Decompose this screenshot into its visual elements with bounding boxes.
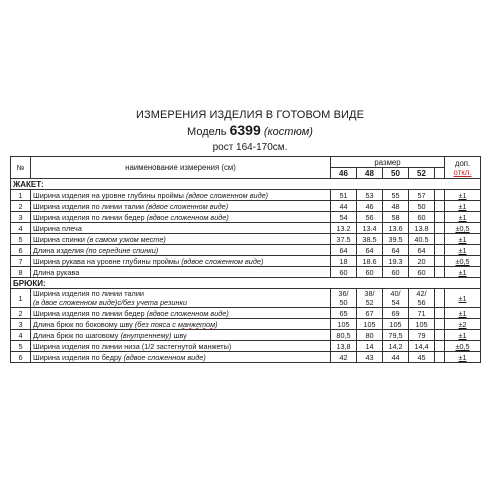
tolerance-cell (445, 212, 481, 223)
value-size-48: 60 (365, 267, 374, 277)
value-size-50-2: 54 (391, 298, 400, 307)
value-size-48: 53 (365, 190, 374, 200)
value-size-50: 64 (391, 245, 400, 255)
tolerance-value: ±1 (458, 212, 467, 222)
value-cell (409, 245, 435, 256)
row-name (31, 308, 331, 319)
tolerance-cell (445, 352, 481, 363)
value-size-52: 64 (417, 245, 426, 255)
value-size-52: 20 (417, 256, 426, 266)
value-size-50: 69 (391, 308, 400, 318)
tolerance-value: ±0,5 (455, 256, 470, 266)
value-size-48: 64 (365, 245, 374, 255)
value-size-48: 80 (365, 330, 374, 340)
value-cell (409, 256, 435, 267)
row-number: 5 (11, 341, 31, 352)
table-row (11, 212, 481, 223)
value-cell (409, 352, 435, 363)
row-name-note: (вдвое сложенном виде) (123, 352, 206, 362)
tolerance-cell (445, 319, 481, 330)
row-number: 4 (11, 330, 31, 341)
value-size-50: 40/ (390, 289, 401, 298)
height-range: рост 164-170см. (212, 142, 288, 153)
row-name (31, 201, 331, 212)
table-row (11, 267, 481, 278)
row-name-note-2: с/без учета резинки (117, 298, 188, 307)
value-cell (357, 267, 383, 278)
row-number: 2 (11, 201, 31, 212)
tolerance-value: ±1 (458, 234, 467, 244)
row-name-text: Ширина изделия по линии низа (1/2 застегнутой манжеты) (33, 341, 232, 351)
value-cell (383, 223, 409, 234)
size-48: 48 (357, 168, 383, 179)
model-label: Модель (187, 126, 227, 138)
row-name (31, 267, 331, 278)
value-cell (331, 245, 357, 256)
model-line (0, 123, 500, 140)
row-name (31, 245, 331, 256)
row-name-note-end: ) (215, 319, 218, 329)
tolerance-value: ±1 (458, 190, 467, 200)
row-name-line (33, 268, 328, 277)
row-number: 6 (11, 352, 31, 363)
model-note: (костюм) (263, 126, 313, 138)
row-name-text: Длина рукава (33, 267, 80, 277)
size-46: 46 (331, 168, 357, 179)
table-header-row (11, 157, 481, 168)
table-row (11, 256, 481, 267)
table-row (11, 319, 481, 330)
spacer-cell (435, 190, 445, 201)
table-row (11, 201, 481, 212)
tolerance-cell (445, 330, 481, 341)
spacer-cell (435, 256, 445, 267)
value-size-50: 55 (391, 190, 400, 200)
value-size-48: 56 (365, 212, 374, 222)
value-size-52: 50 (417, 201, 426, 211)
value-size-50: 48 (391, 201, 400, 211)
tolerance-cell (445, 190, 481, 201)
value-size-52: 105 (415, 319, 428, 329)
value-size-48: 38/ (364, 289, 375, 298)
value-size-50: 79,5 (388, 330, 403, 340)
tolerance-cell (445, 341, 481, 352)
tolerance-cell (445, 201, 481, 212)
tolerance-value: ±1 (458, 330, 467, 340)
row-name-line (33, 224, 328, 233)
row-number: 2 (11, 308, 31, 319)
row-name-line (33, 246, 328, 255)
tolerance-cell (445, 245, 481, 256)
value-size-52: 60 (417, 267, 426, 277)
value-size-48: 38.5 (362, 234, 377, 244)
spacer-cell (435, 223, 445, 234)
tolerance-cell (445, 308, 481, 319)
value-cell (357, 245, 383, 256)
value-size-52: 13.8 (414, 223, 429, 233)
value-size-46: 13.2 (336, 223, 351, 233)
row-name-note: (без пояса с (134, 319, 178, 329)
value-size-52: 14,4 (414, 341, 429, 351)
spacer-cell (435, 201, 445, 212)
value-cell (357, 330, 383, 341)
tolerance-value: ±1 (458, 245, 467, 255)
value-size-46: 36/ (338, 289, 349, 298)
table-row (11, 308, 481, 319)
row-name (31, 256, 331, 267)
tolerance-cell (445, 256, 481, 267)
row-name (31, 289, 331, 308)
spacer-cell (435, 341, 445, 352)
value-cell (357, 341, 383, 352)
value-cell (357, 319, 383, 330)
row-name (31, 223, 331, 234)
row-number: 6 (11, 245, 31, 256)
row-number: 1 (11, 289, 31, 308)
value-cell (331, 190, 357, 201)
row-name (31, 190, 331, 201)
value-cell (357, 352, 383, 363)
section-row (11, 278, 481, 289)
table-row (11, 223, 481, 234)
tolerance-cell (445, 234, 481, 245)
value-size-48-2: 52 (365, 298, 374, 307)
col-tolerance-header (445, 157, 481, 179)
value-cell (331, 223, 357, 234)
value-size-48: 67 (365, 308, 374, 318)
value-size-52: 42/ (416, 289, 427, 298)
value-size-52: 71 (417, 308, 426, 318)
value-size-46: 65 (339, 308, 348, 318)
col-name-header: наименование измерения (см) (31, 157, 331, 179)
value-cell (331, 330, 357, 341)
value-size-50: 105 (389, 319, 402, 329)
value-cell (409, 319, 435, 330)
value-cell (357, 190, 383, 201)
row-name-note: (вдвое сложенном виде) (185, 190, 269, 200)
size-52: 52 (409, 168, 435, 179)
value-size-50: 44 (391, 352, 400, 362)
tolerance-value: ±1 (458, 308, 467, 318)
value-size-46: 13,8 (336, 341, 351, 351)
row-name-note: (вдвое сложенном виде) (181, 256, 264, 266)
value-size-46: 54 (339, 212, 348, 222)
tolerance-value: ±1 (458, 352, 467, 362)
table-row (11, 352, 481, 363)
row-number: 4 (11, 223, 31, 234)
value-cell (383, 289, 409, 308)
value-size-46: 64 (339, 245, 348, 255)
row-name-line (33, 191, 328, 200)
value-cell (409, 223, 435, 234)
value-cell (331, 319, 357, 330)
value-size-50: 19.3 (388, 256, 403, 266)
row-name-line (33, 213, 328, 222)
row-name (31, 319, 331, 330)
row-name-text: Ширина рукава на уровне глубины проймы (33, 256, 180, 266)
value-size-52: 45 (417, 352, 426, 362)
table-row (11, 341, 481, 352)
row-name-line (33, 202, 328, 211)
value-cell (409, 341, 435, 352)
value-cell (357, 308, 383, 319)
value-cell (331, 256, 357, 267)
row-name-note: (вдвое сложенном виде) (146, 308, 229, 318)
tolerance-cell (445, 289, 481, 308)
table-row (11, 330, 481, 341)
value-cell (357, 234, 383, 245)
row-name-note: (вдвое сложенном виде) (146, 212, 229, 222)
row-name (31, 234, 331, 245)
tolerance-cell (445, 223, 481, 234)
row-name-line (33, 309, 328, 318)
row-number: 3 (11, 319, 31, 330)
value-cell (383, 352, 409, 363)
tolerance-value: ±1 (458, 293, 467, 303)
row-name-line (33, 331, 328, 340)
spacer-cell (435, 319, 445, 330)
row-name (31, 330, 331, 341)
value-cell (331, 201, 357, 212)
value-size-46: 51 (339, 190, 348, 200)
value-size-52: 60 (417, 212, 426, 222)
value-cell (383, 341, 409, 352)
spacer-cell (435, 330, 445, 341)
row-name-line (33, 235, 328, 244)
row-name-line (33, 320, 328, 329)
row-name-line (33, 257, 328, 266)
row-name-text: Длина брюк по шаговому (33, 330, 119, 340)
section-title: БРЮКИ: (11, 278, 481, 289)
value-cell (383, 330, 409, 341)
row-name-line (33, 353, 328, 362)
row-name-text: Ширина спинки (33, 234, 85, 244)
value-cell (331, 267, 357, 278)
row-name (31, 212, 331, 223)
value-size-50: 39.5 (388, 234, 403, 244)
value-size-48: 43 (365, 352, 374, 362)
value-cell (383, 308, 409, 319)
value-cell (357, 289, 383, 308)
value-size-46: 80,5 (336, 330, 351, 340)
value-cell (383, 256, 409, 267)
value-size-46: 37.5 (336, 234, 351, 244)
document-title: ИЗМЕРЕНИЯ ИЗДЕЛИЯ В ГОТОВОМ ВИДЕ (135, 109, 365, 121)
row-name-line (33, 342, 328, 351)
row-name-text: Ширина изделия по линии талии (33, 289, 144, 298)
value-size-52: 40.5 (414, 234, 429, 244)
col-number-header: № (11, 157, 31, 179)
value-cell (331, 341, 357, 352)
value-cell (383, 319, 409, 330)
value-size-46: 18 (339, 256, 348, 266)
tolerance-value: ±1 (458, 267, 467, 277)
value-cell (331, 352, 357, 363)
spacer-cell (435, 267, 445, 278)
value-cell (409, 212, 435, 223)
value-cell (383, 234, 409, 245)
row-name-text: Ширина изделия по бедру (33, 352, 122, 362)
value-cell (409, 234, 435, 245)
spacer-cell (435, 289, 445, 308)
value-cell (383, 190, 409, 201)
value-size-48: 18.6 (362, 256, 377, 266)
spacer-cell (435, 245, 445, 256)
value-size-52-2: 56 (417, 298, 426, 307)
row-name-note: (в самом узком месте) (87, 234, 166, 244)
spacer-cell (435, 212, 445, 223)
spacer-cell (435, 234, 445, 245)
row-name-note: (по середине спинки) (86, 245, 159, 255)
size-50: 50 (383, 168, 409, 179)
value-cell (409, 289, 435, 308)
value-size-46-2: 50 (339, 298, 348, 307)
value-size-48: 46 (365, 201, 374, 211)
row-number: 7 (11, 256, 31, 267)
value-cell (409, 201, 435, 212)
row-name-text: Ширина изделия по линии талии (33, 201, 144, 211)
table-row (11, 234, 481, 245)
row-name-text-2: (в двое сложенном виде) (33, 298, 118, 307)
row-name (31, 341, 331, 352)
tolerance-cell (445, 267, 481, 278)
value-size-50: 58 (391, 212, 400, 222)
document-header (0, 108, 500, 155)
row-name-text: Длина изделия (33, 245, 85, 255)
row-name-line-2 (33, 298, 328, 307)
col-size-header: размер (331, 157, 445, 168)
value-size-46: 105 (337, 319, 350, 329)
size-spacer (435, 168, 445, 179)
value-size-52: 79 (417, 330, 426, 340)
value-cell (409, 190, 435, 201)
row-name-text: Ширина плеча (33, 223, 82, 233)
value-size-52: 57 (417, 190, 426, 200)
section-row (11, 179, 481, 190)
tolerance-value: ±1 (458, 201, 467, 211)
row-name-text: Длина брюк по боковому шву (33, 319, 133, 329)
value-cell (357, 201, 383, 212)
tolerance-label-2: откл. (453, 167, 472, 177)
row-name (31, 352, 331, 363)
row-number: 8 (11, 267, 31, 278)
value-cell (409, 308, 435, 319)
row-name-note-mark: манжетом (177, 319, 216, 329)
value-size-48: 105 (363, 319, 376, 329)
value-cell (331, 234, 357, 245)
value-cell (331, 212, 357, 223)
value-cell (383, 245, 409, 256)
row-number: 1 (11, 190, 31, 201)
value-size-46: 44 (339, 201, 348, 211)
table-row (11, 190, 481, 201)
value-size-46: 60 (339, 267, 348, 277)
value-cell (383, 267, 409, 278)
tolerance-value: ±2 (458, 319, 467, 329)
row-number: 3 (11, 212, 31, 223)
value-cell (409, 330, 435, 341)
row-name-note: (внутреннему) (120, 330, 172, 340)
table-row (11, 289, 481, 308)
value-size-50: 13.6 (388, 223, 403, 233)
tolerance-value: ±0,5 (455, 223, 470, 233)
value-size-50: 60 (391, 267, 400, 277)
row-number: 5 (11, 234, 31, 245)
value-cell (331, 289, 357, 308)
tolerance-label-1: доп. (454, 158, 471, 168)
value-cell (383, 212, 409, 223)
value-cell (331, 308, 357, 319)
value-size-48: 13.4 (362, 223, 377, 233)
spacer-cell (435, 352, 445, 363)
value-cell (383, 201, 409, 212)
table-row (11, 245, 481, 256)
value-size-46: 42 (339, 352, 348, 362)
row-name-line (33, 289, 328, 298)
model-number: 6399 (229, 122, 261, 138)
measurements-table (10, 156, 481, 363)
section-title: ЖАКЕТ: (11, 179, 481, 190)
row-name-text: Ширина изделия по линии бедер (33, 212, 145, 222)
value-cell (357, 212, 383, 223)
row-name-text: Ширина изделия на уровне глубины проймы (33, 190, 184, 200)
spacer-cell (435, 308, 445, 319)
tolerance-value: ±0,5 (455, 341, 470, 351)
row-name-note: (вдвое сложенном виде) (146, 201, 229, 211)
value-cell (357, 256, 383, 267)
value-cell (409, 267, 435, 278)
value-size-50: 14,2 (388, 341, 403, 351)
row-name-text: Ширина изделия по линии бедер (33, 308, 145, 318)
row-name-end: шву (171, 330, 187, 340)
value-cell (357, 223, 383, 234)
value-size-48: 14 (365, 341, 374, 351)
